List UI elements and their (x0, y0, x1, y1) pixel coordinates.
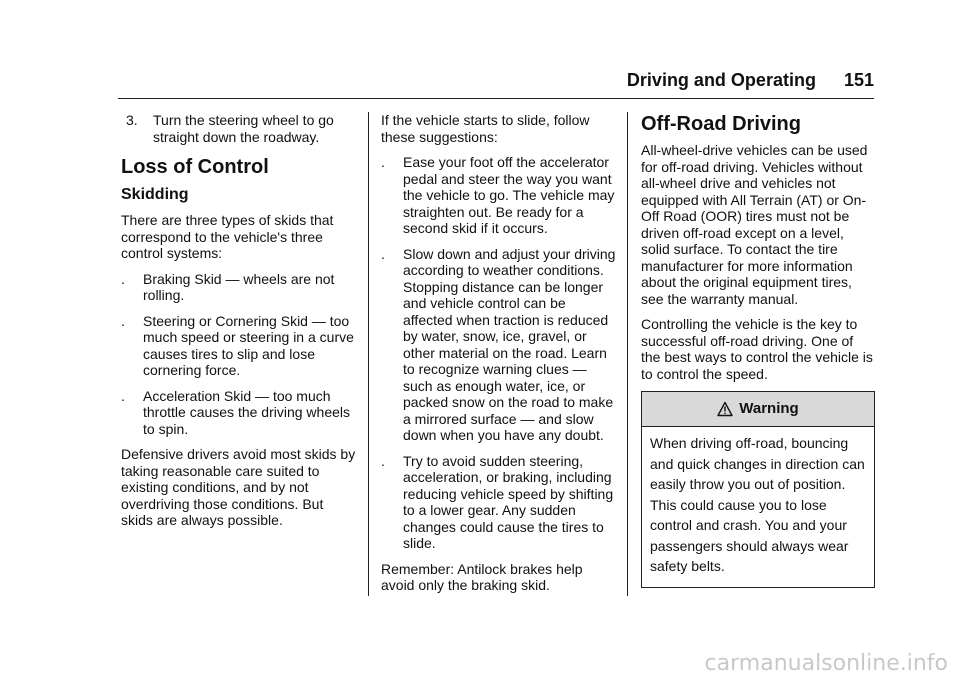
column-divider-1 (368, 112, 369, 596)
list-item (121, 313, 359, 379)
bullet-glyph: . (121, 270, 125, 287)
bullet-glyph: . (121, 387, 125, 404)
warning-title: Warning (739, 399, 799, 417)
bullet-glyph: . (121, 312, 125, 329)
warning-text: When driving off-road, bouncing and quick changes in direction can easily throw you out of position. This could cause you to lose control and crash. You and your passengers should always wear safety belts. (650, 435, 865, 574)
column-divider-2 (627, 112, 628, 596)
section-title: Driving and Operating (626, 70, 816, 90)
list-item-text: Acceleration Skid — too much throttle causes the driving wheels to spin. (143, 387, 350, 437)
bullet-glyph: . (381, 154, 385, 170)
list-item (121, 271, 359, 304)
list-item (381, 154, 617, 237)
list-item-text: Try to avoid sudden steering, acceleration, or braking, including reducing vehicle speed by shifting to a lower gear. Any sudden changes could cause the tires to slide. (403, 452, 614, 551)
column-middle (381, 112, 617, 603)
heading-loss-of-control: Loss of Control (121, 156, 269, 178)
warning-header (642, 392, 874, 427)
list-item-text: Steering or Cornering Skid — too much speed or steering in a curve causes tires to slip and lose cornering force. (143, 312, 354, 378)
column-right (641, 112, 875, 588)
list-item-text: Braking Skid — wheels are not rolling. (143, 270, 335, 303)
slide-suggestions-list (381, 154, 617, 552)
list-item (381, 453, 617, 552)
list-item-text: Slow down and adjust your driving according to weather conditions. Stopping distance can be longer and vehicle control can be affected when traction is reduced by water, snow, ice, gravel, or other material on the road. Learn to recognize warning clues — such as enough water, ice, or packed snow on the road to make a mirrored surface — and slow down when you have any doubt. (403, 245, 616, 443)
offroad-para-1: All-wheel-drive vehicles can be used for off-road driving. Vehicles without all-wheel drive and vehicles not equipped with All Terrain (AT) or On-Off Road (OOR) tires must not be driven off-road except on a level, solid surface. To contact the tire manufacturer for more information about the original equipment tires, see the warranty manual. (641, 142, 868, 307)
step-item (121, 112, 359, 145)
column-left (121, 112, 359, 538)
skid-intro: There are three types of skids that correspond to the vehicle's three control systems: (121, 212, 334, 261)
offroad-para-2: Controlling the vehicle is the key to successful off-road driving. One of the best ways to control the vehicle is to control the speed. (641, 316, 873, 382)
list-item-text: Ease your foot off the accelerator pedal and steer the way you want the vehicle to go. The vehicle may straighten out. Be ready for a second skid if it occurs. (403, 154, 615, 236)
page-header (627, 70, 874, 91)
slide-intro: If the vehicle starts to slide, follow these suggestions: (381, 112, 590, 145)
header-rule (118, 98, 874, 99)
list-item (381, 246, 617, 444)
bullet-glyph: . (381, 452, 385, 469)
list-item (121, 388, 359, 438)
page-number: 151 (843, 70, 874, 90)
watermark: carmanualsonline.info (704, 651, 948, 676)
step-number: 3. (126, 112, 138, 128)
heading-off-road-driving: Off-Road Driving (641, 113, 801, 135)
subheading-skidding: Skidding (121, 186, 189, 203)
warning-triangle-icon (717, 401, 733, 417)
skid-closing: Defensive drivers avoid most skids by taking reasonable care suited to existing conditions, and by not overdriving those conditions. But skids are always possible. (121, 446, 356, 528)
step-text: Turn the steering wheel to go straight down the roadway. (153, 112, 334, 145)
bullet-glyph: . (381, 245, 385, 262)
warning-box (641, 391, 875, 588)
skid-types-list (121, 271, 359, 438)
slide-closing: Remember: Antilock brakes help avoid only the braking skid. (381, 560, 583, 593)
